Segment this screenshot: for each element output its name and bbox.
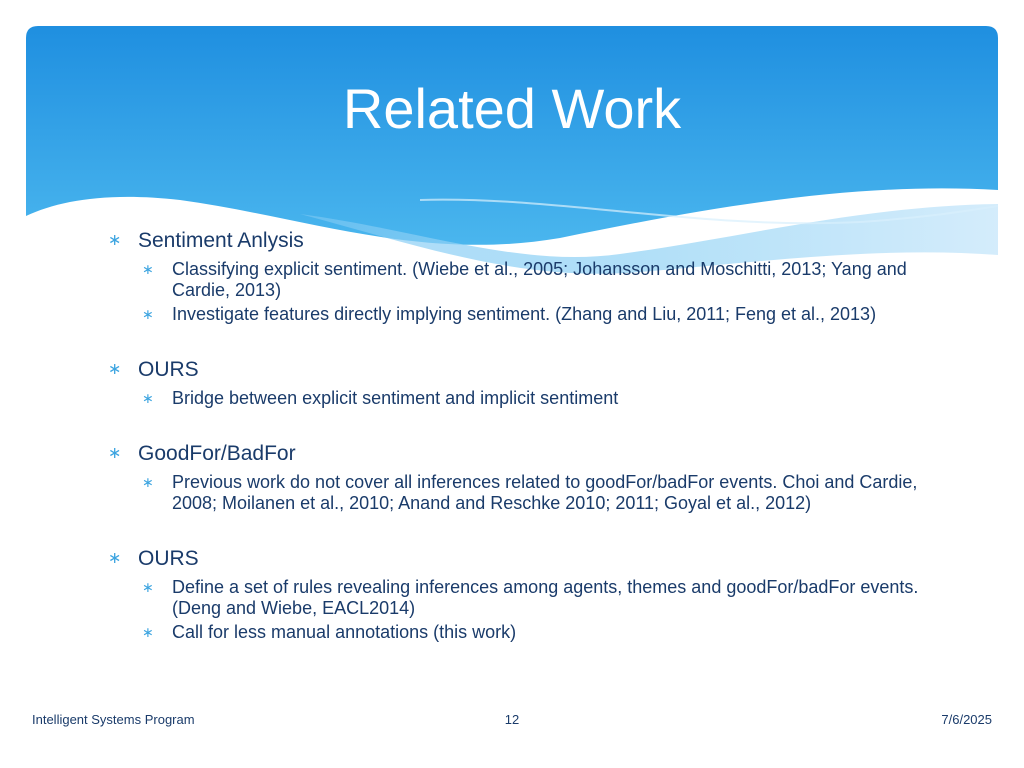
section-ours-2: [108, 544, 928, 643]
list-item-text: Previous work do not cover all inferences related to goodFor/badFor events. Choi and Cardie, 2008; Moilanen et al., 2010; Anand and Reschke 2010; 2011; Goyal et al., 2012): [172, 472, 918, 513]
section-heading-text: Sentiment Anlysis: [138, 229, 304, 252]
list-item-text: Classifying explicit sentiment. (Wiebe et al., 2005; Johansson and Moschitti, 2013; Yang and Cardie, 2013): [172, 259, 907, 300]
list-item: [108, 577, 928, 619]
list-item: [108, 472, 928, 514]
slide-content: [108, 226, 928, 673]
section-goodfor-badfor: [108, 439, 928, 514]
list-item: [108, 388, 928, 409]
section-heading: [108, 226, 928, 256]
list-item-text: Define a set of rules revealing inferences among agents, themes and goodFor/badFor events. (Deng and Wiebe, EACL2014): [172, 577, 919, 618]
list-item: [108, 622, 928, 643]
bullet-icon: ∗: [142, 624, 154, 640]
list-item-text: Call for less manual annotations (this work): [172, 622, 517, 642]
bullet-icon: ∗: [142, 579, 154, 595]
section-heading: [108, 355, 928, 385]
footer-date: 7/6/2025: [941, 712, 992, 727]
bullet-icon: ∗: [108, 232, 122, 249]
list-item-text: Investigate features directly implying sentiment. (Zhang and Liu, 2011; Feng et al., 2013): [172, 304, 877, 324]
bullet-icon: ∗: [108, 550, 122, 567]
list-item: [108, 259, 928, 301]
bullet-icon: ∗: [108, 361, 122, 378]
section-sentiment-analysis: [108, 226, 928, 325]
list-item-text: Bridge between explicit sentiment and implicit sentiment: [172, 388, 619, 408]
bullet-icon: ∗: [142, 390, 154, 406]
footer-organization: Intelligent Systems Program: [32, 712, 195, 727]
bullet-icon: ∗: [142, 474, 154, 490]
bullet-icon: ∗: [142, 306, 154, 322]
bullet-icon: ∗: [108, 445, 122, 462]
section-ours-1: [108, 355, 928, 409]
section-heading-text: OURS: [138, 547, 199, 570]
section-heading-text: GoodFor/BadFor: [138, 442, 296, 465]
section-heading: [108, 439, 928, 469]
section-heading: [108, 544, 928, 574]
slide-title: Related Work: [342, 77, 682, 140]
bullet-icon: ∗: [142, 261, 154, 277]
section-heading-text: OURS: [138, 358, 199, 381]
footer-slide-number: 12: [504, 712, 520, 727]
list-item: [108, 304, 928, 325]
